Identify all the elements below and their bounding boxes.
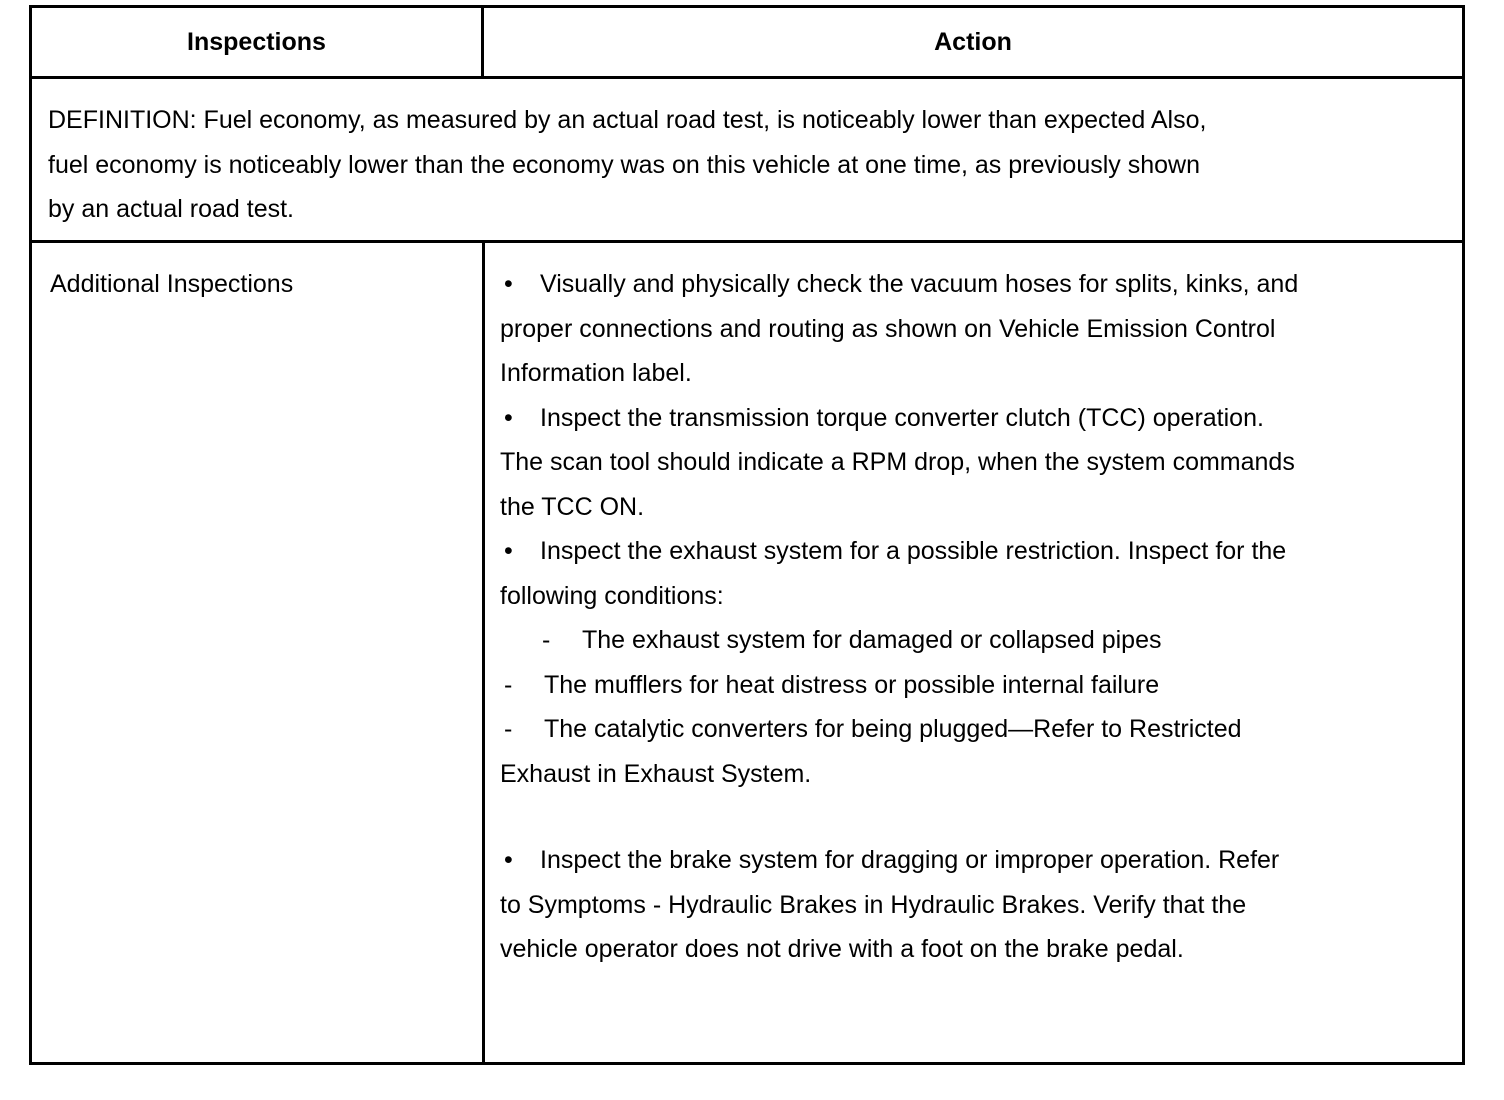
definition-text: [48, 98, 1348, 232]
header-inspections: Inspections: [187, 28, 326, 56]
action-item-brake: [500, 838, 1400, 883]
bullet: •: [504, 537, 513, 565]
sub-item-text: The mufflers for heat distress or possible internal failure: [544, 670, 1160, 699]
inspection-label: Additional Inspections: [50, 270, 294, 298]
column-divider: [482, 243, 485, 1065]
action-list: [500, 262, 1400, 972]
dash: -: [504, 670, 513, 699]
action-text: Inspect the brake system for dragging or improper operation. Refer: [540, 846, 1280, 874]
sub-item-text: The catalytic converters for being plugged—Refer to Restricted: [544, 715, 1242, 743]
sub-item-text-cont: Exhaust in Exhaust System.: [500, 759, 812, 788]
dash: -: [542, 626, 551, 654]
definition-line: by an actual road test.: [48, 195, 294, 223]
action-item-tcc: [500, 396, 1400, 441]
action-item-vacuum-hoses: [500, 262, 1400, 307]
action-text: Inspect the exhaust system for a possible restriction. Inspect for the: [540, 537, 1287, 565]
spacer: [500, 796, 1400, 838]
action-text-cont: the TCC ON.: [500, 492, 645, 521]
table-header-row: [32, 8, 1462, 79]
bullet: •: [504, 846, 513, 874]
sub-item-catalytic: [500, 707, 1400, 752]
action-text-cont: The scan tool should indicate a RPM drop, when the system commands: [500, 448, 1295, 476]
sub-item-pipes: [500, 618, 1400, 663]
action-text-cont: vehicle operator does not drive with a foot on the brake pedal.: [500, 935, 1184, 963]
bullet: •: [504, 270, 513, 298]
definition-line: fuel economy is noticeably lower than the economy was on this vehicle at one time, as previously shown: [48, 150, 1200, 179]
action-text: Visually and physically check the vacuum hoses for splits, kinks, and: [540, 270, 1299, 298]
bullet: •: [504, 403, 513, 432]
header-action: Action: [934, 28, 1012, 56]
action-text-cont: Information label.: [500, 359, 692, 387]
action-item-exhaust: [500, 529, 1400, 574]
dash: -: [504, 715, 513, 743]
action-text: Inspect the transmission torque converter clutch (TCC) operation.: [540, 403, 1264, 432]
action-text-cont: following conditions:: [500, 581, 724, 610]
action-text-cont: proper connections and routing as shown on Vehicle Emission Control: [500, 314, 1276, 343]
diagnostic-table: [29, 5, 1465, 1065]
action-text-cont: to Symptoms - Hydraulic Brakes in Hydraulic Brakes. Verify that the: [500, 890, 1247, 919]
definition-line: DEFINITION: Fuel economy, as measured by an actual road test, is noticeably lower than expected Also,: [48, 106, 1207, 134]
inspection-row: [32, 243, 1462, 1065]
definition-row: [32, 79, 1462, 243]
sub-item-mufflers: [500, 663, 1400, 708]
sub-item-text: The exhaust system for damaged or collapsed pipes: [582, 626, 1162, 654]
